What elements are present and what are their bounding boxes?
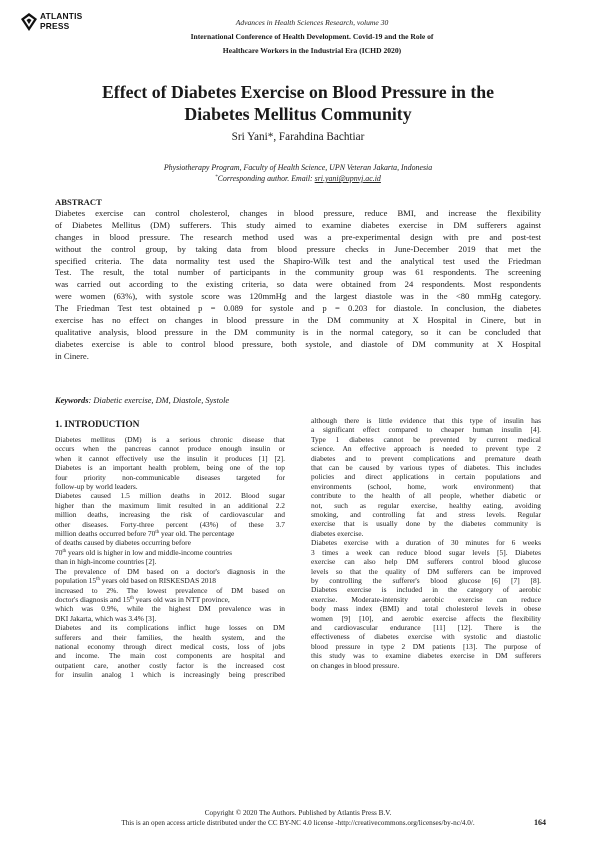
paragraph-line: on changes in blood pressure. bbox=[311, 660, 400, 670]
paragraph-line: DKI Jakarta, which was 3.4% [3]. bbox=[55, 613, 157, 623]
affiliation-line: Physiotherapy Program, Faculty of Health Science, UPN Veteran Jakarta, Indonesia bbox=[163, 163, 433, 172]
logo-line2: PRESS bbox=[40, 20, 70, 31]
paragraph-line: effectiveness of diabetes exercise with systolic and diastolic bbox=[311, 632, 541, 642]
paragraph-line: levels so that the quality of DM sufferers can be improved bbox=[311, 566, 541, 576]
paragraph-line: follow-up by world leaders. bbox=[55, 482, 138, 492]
page-number: 164 bbox=[534, 818, 546, 827]
copyright-line: Copyright © 2020 The Authors. Published by Atlantis Press B.V. bbox=[204, 809, 392, 817]
paragraph-line: Diabetes is an important health problem, being one of the top bbox=[55, 463, 285, 473]
paragraph-line: Diabetes and its complications inflict huge losses on DM bbox=[55, 623, 285, 633]
paragraph-line: occurs when the pancreas cannot produce enough insulin or bbox=[55, 444, 285, 454]
atlantis-press-icon bbox=[21, 13, 37, 31]
running-header-conference: International Conference of Health Development. Covid-19 and the Role of bbox=[190, 32, 434, 41]
abstract-line: diabetes exercise is able to control blood pressure, both systole, and diastole of DM community at X Hospital bbox=[55, 338, 541, 349]
paragraph-line: this study was to examine diabetes exercise in DM sufferers bbox=[311, 651, 541, 661]
keywords-text: : Diabetic exercise, DM, Diastole, Systole bbox=[88, 396, 230, 405]
section-heading-introduction: 1. INTRODUCTION bbox=[55, 420, 140, 430]
paragraph-line: when it cannot effectively use the insulin it produces [1] [2]. bbox=[55, 453, 285, 463]
logo-wordmark bbox=[40, 12, 82, 31]
abstract-line: changes in blood pressure. The research method used was a pre-experimental design with pre and post-test bbox=[55, 231, 541, 242]
paragraph-line: exercise can also help DM sufferers control blood glucose bbox=[311, 557, 541, 567]
paper-title bbox=[40, 82, 556, 125]
abstract-body bbox=[55, 208, 541, 362]
paragraph-line: national economy through direct medical costs, loss of jobs bbox=[55, 641, 285, 651]
paragraph-line: by controlling the sufferer's blood glucose [6] [7] [8]. bbox=[311, 575, 541, 585]
paragraph-line: outpatient care, another costly factor is the increased cost bbox=[55, 660, 285, 670]
right-column bbox=[311, 416, 541, 670]
paragraph-line: Diabetes caused 1.5 million deaths in 2012. Blood sugar bbox=[55, 491, 285, 501]
left-column bbox=[55, 435, 285, 680]
paragraph-line: Diabetes exercise with a duration of 30 minutes for 6 weeks bbox=[311, 538, 541, 548]
paragraph-line: blood pressure in type 2 DM patients [13]. The purpose of bbox=[311, 641, 541, 651]
paragraph-line: doctor's diagnosis and 15th years old was in NTT province, bbox=[55, 594, 230, 604]
paragraph-line: higher than the maximum limit resulted in an additional 2.2 bbox=[55, 500, 285, 510]
paragraph-line: increased to 2%. The lowest prevalence of DM based on bbox=[55, 585, 285, 595]
abstract-line: qualitative analysis, blood pressure in the DM community is in the normal category, so it can be concluded that bbox=[55, 326, 541, 337]
title-line-1: Effect of Diabetes Exercise on Blood Pressure in the bbox=[101, 82, 495, 102]
email-link[interactable]: sri.yani@upnvj.ac.id bbox=[314, 174, 381, 183]
logo-line1: ATLANTIS bbox=[40, 11, 83, 21]
paragraph-line: of deaths caused by diabetes occurring before bbox=[55, 538, 191, 548]
paragraph-line: The prevalence of DM based on a doctor's diagnosis in the bbox=[55, 566, 285, 576]
paragraph-line: 70th years old is higher in low and middle-income countries bbox=[55, 547, 233, 557]
paragraph-line: environments (school, home, work environment) that bbox=[311, 481, 541, 491]
paragraph-line: other diseases. Forty-three percent (43%) of these 3.7 bbox=[55, 519, 285, 529]
paragraph-line: a significant effect compared to cheaper human insulin [4]. bbox=[311, 425, 541, 435]
keywords-label: Keywords bbox=[55, 396, 89, 405]
abstract-line: without the control group, by taking data from blood pressure checks in June-December 2019 that met the bbox=[55, 243, 541, 254]
paragraph-line: for insulin analog 1 which is increasingly being prescribed bbox=[55, 670, 285, 680]
paragraph-line: policies and direct applications in certain populations and bbox=[311, 472, 541, 482]
paragraph-line: science. An effective approach is needed to prevent type 2 bbox=[311, 444, 541, 454]
paragraph-line: million deaths, increasing the risk of cardiovascular and bbox=[55, 510, 285, 520]
abstract-heading: ABSTRACT bbox=[55, 197, 102, 207]
running-header-series: Advances in Health Sciences Research, volume 30 bbox=[235, 18, 389, 27]
running-header-conference-2: Healthcare Workers in the Industrial Era (ICHD 2020) bbox=[222, 46, 402, 55]
paragraph-line: than in high-income countries [2]. bbox=[55, 557, 157, 567]
paragraph-line: and cardiovascular endurance [11] [12]. There is the bbox=[311, 622, 541, 632]
keywords bbox=[55, 396, 229, 406]
paragraph-line: that can be caused by various types of diabetes. This includes bbox=[311, 463, 541, 473]
paragraph-line: not, such as regular exercise, healthy eating, avoiding bbox=[311, 500, 541, 510]
paragraph-line: body mass index (BMI) and total cholesterol levels in obese bbox=[311, 604, 541, 614]
abstract-line: of Diabetes Mellitus (DM) sufferers. This study aimed to examine diabetes exercise in DM sufferers against bbox=[55, 219, 541, 230]
abstract-line: were women (63%), with systole score was 120mmHg and the largest diastole was in the <80 mmHg category. bbox=[55, 291, 541, 302]
paragraph-line: which was 0.9%, while the highest DM prevalence was in bbox=[55, 604, 285, 614]
paragraph-line: Diabetes mellitus (DM) is a serious chronic disease that bbox=[55, 435, 285, 444]
abstract-line: exercise has no effect on changes in blood pressure in the DM community at X Hospital in Cinere, but in bbox=[55, 314, 541, 325]
abstract-line: Test. The result, the total number of participants in the community group was 61 respondents. The screening bbox=[55, 267, 541, 278]
corresponding-author: *Corresponding author. Email: sri.yani@upnvj.ac.id bbox=[215, 174, 381, 183]
page-footer bbox=[40, 809, 556, 828]
paragraph-line: million deaths occurred before 70th year old. The percentage bbox=[55, 529, 235, 539]
abstract-line: The Friedman Test test obtained p = 0.089 for systole and p = 0.203 for diastole. In conclusion, the diabetes bbox=[55, 303, 541, 313]
title-line-2: Diabetes Mellitus Community bbox=[184, 103, 412, 124]
paragraph-line: exercise that is usually done by the diabetes community is bbox=[311, 519, 541, 529]
paragraph-line: 3 times a week can reduce blood sugar levels [5]. Diabetes bbox=[311, 547, 541, 557]
paragraph-line: diabetes and to prevent complications and premature death bbox=[311, 453, 541, 463]
paragraph-line: although there is little evidence that this type of insulin has bbox=[311, 416, 541, 425]
abstract-line: specified criteria. The data normality test used the Shapiro-Wilk test and the analytical test used the Friedman bbox=[55, 255, 541, 266]
paragraph-line: sufferers and their families, the health system, and the bbox=[55, 632, 285, 642]
publisher-logo bbox=[21, 10, 101, 40]
paragraph-line: four priority non-communicable diseases targeted for bbox=[55, 472, 285, 482]
paragraph-line: and income. The main cost components are hospital and bbox=[55, 651, 285, 661]
paragraph-line: Type 1 diabetes cannot be prevented by current medical bbox=[311, 434, 541, 444]
paragraph-line: population 15th years old based on RISKESDAS 2018 bbox=[55, 576, 216, 586]
paragraph-line: Diabetes exercise is included in the category of aerobic bbox=[311, 585, 541, 595]
license-line: This is an open access article distributed under the CC BY-NC 4.0 license -http://creativecommons.org/licenses/by-nc/4.0/. bbox=[121, 818, 475, 827]
abstract-line: in Cinere. bbox=[55, 350, 89, 361]
authors: Sri Yani*, Farahdina Bachtiar bbox=[231, 131, 365, 143]
paragraph-line: diabetes exercise. bbox=[311, 528, 364, 538]
paragraph-line: smoking, and controlling fat and stress levels. Regular bbox=[311, 510, 541, 520]
affiliation bbox=[40, 162, 556, 184]
abstract-line: Diabetes exercise can control cholesterol, changes in blood pressure, reduce BMI, and increase the flexibility bbox=[55, 208, 541, 218]
paragraph-line: exercise. Moderate-intensity aerobic exercise can reduce bbox=[311, 594, 541, 604]
paragraph-line: contribute to the health of all people, whether diabetic or bbox=[311, 491, 541, 501]
abstract-line: was carried out according to the existing criteria, so data were obtained from 24 respondents. Most respondents bbox=[55, 279, 541, 290]
paragraph-line: women [9] [10], and aerobic exercise affects the flexibility bbox=[311, 613, 541, 623]
